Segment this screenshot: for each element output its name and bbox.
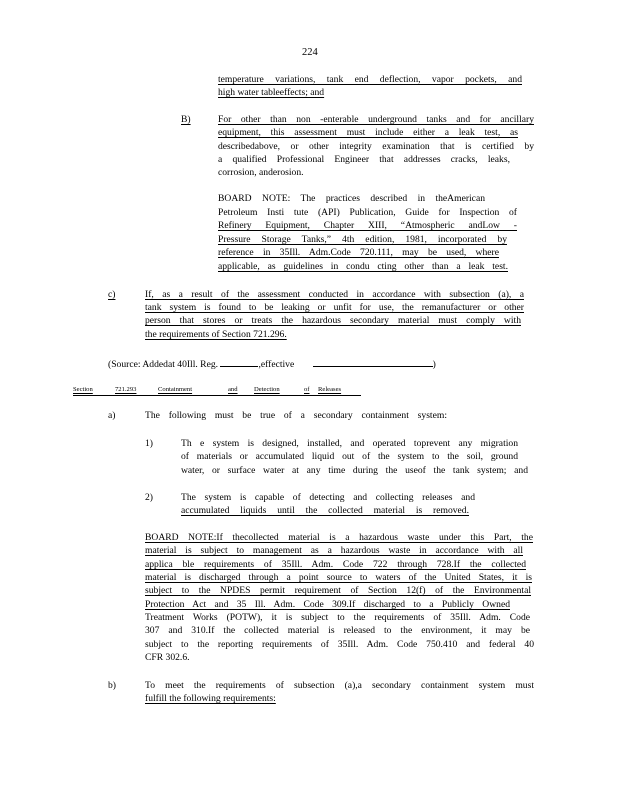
source-text: ) (432, 359, 436, 370)
text-line: To meet the requirements of subsection (a),a secondary containment system must (145, 680, 534, 691)
text-line: describedabove, or other integrity examination that is certified by (218, 141, 534, 152)
text-line: fulfill the following requirements: (145, 693, 276, 704)
board-note-line: applicable, as guidelines in condu cting other than a leak test. (218, 261, 508, 272)
text-line: The following must be true of a secondary containment system: (145, 410, 447, 421)
text-line: tank system is found to be leaking or unfit for use, the remanufacturer or other (145, 302, 524, 313)
board-note-line: material is discharged through a point source to waters of the United States, it is (145, 572, 532, 583)
board-note-line: CFR 302.6. (145, 652, 190, 663)
section-number: 721.293 (115, 386, 137, 393)
board-note-line: BOARD NOTE:If thecollected material is a hazardous waste under this Part, the (145, 532, 533, 543)
board-note-line: 307 and 310.If the collected material is released to the environment, it may be (145, 625, 530, 636)
section-header-rule (73, 395, 361, 396)
item-label-B: B) (181, 114, 191, 125)
board-note-line: BOARD NOTE: The practices described in theAmerican (218, 193, 485, 204)
source-note (108, 356, 436, 371)
section-title-word: and (228, 386, 238, 393)
item-label-b: b) (108, 680, 116, 691)
source-text: ,effective (258, 359, 295, 370)
board-note-line: Treatment Works (POTW), it is subject to the requirements of 35Ill. Adm. Code (145, 612, 530, 623)
blank-field (313, 356, 433, 367)
board-note-line: subject to the reporting requirements of 35Ill. Adm. Code 750.410 and federal 40 (145, 639, 534, 650)
item-label-c: c) (108, 289, 116, 300)
board-note-line: Refinery Equipment, Chapter XIII, “Atmospheric andLow - (218, 220, 517, 231)
blank-field (220, 356, 258, 367)
board-note-line: reference in 35Ill. Adm.Code 720.111, may be used, where (218, 247, 499, 258)
text-line: temperature variations, tank end deflection, vapor pockets, and (218, 74, 522, 85)
section-title-word: Detection (254, 386, 280, 393)
text-line: The system is capable of detecting and collecting releases and (181, 492, 475, 503)
text-line: person that stores or treats the hazardous secondary material must comply with (145, 315, 521, 326)
text-line: If, as a result of the assessment conducted in accordance with subsection (a), a (145, 289, 524, 300)
source-text: (Source: Addedat 40Ill. Reg. (108, 359, 219, 370)
page-number: 224 (302, 47, 318, 58)
board-note-line: subject to the NPDES permit requirement of Section 12(f) of the Environmental (145, 585, 531, 596)
board-note-line: Protection Act and 35 Ill. Adm. Code 309.If discharged to a Publicly Owned (145, 599, 510, 610)
section-title-word: Containment (158, 386, 193, 393)
text-line: accumulated liquids until the collected material is removed. (181, 505, 469, 516)
board-note-line: material is subject to management as a hazardous waste in accordance with all (145, 545, 523, 556)
section-title-word: of (304, 386, 310, 393)
board-note-line: applica ble requirements of 35Ill. Adm. Code 722 through 728.If the collected (145, 559, 526, 570)
text-line: For other than non -enterable underground tanks and for ancillary (218, 114, 534, 125)
item-label-2: 2) (145, 492, 153, 503)
text-line: water, or surface water at any time during the useof the tank system; and (181, 465, 528, 476)
item-label-1: 1) (145, 438, 153, 449)
board-note-line: Pressure Storage Tanks,” 4th edition, 1981, incorporated by (218, 234, 507, 245)
section-title-word: Releases (318, 386, 342, 393)
text-line: of materials or accumulated liquid out of the system to the soil, ground (181, 451, 518, 462)
text-line: Th e system is designed, installed, and operated toprevent any migration (181, 438, 518, 449)
board-note-line: Petroleum Insti tute (API) Publication, Guide for Inspection of (218, 207, 517, 218)
text-line: the requirements of Section 721.296. (145, 329, 287, 340)
text-line: high water tableeffects; and (218, 87, 325, 98)
item-label-a: a) (108, 410, 116, 421)
text-line: a qualified Professional Engineer that addresses cracks, leaks, (218, 154, 510, 165)
text-line: equipment, this assessment must include either a leak test, as (218, 127, 518, 138)
text-line: corrosion, anderosion. (218, 167, 304, 178)
section-label: Section (73, 386, 93, 393)
